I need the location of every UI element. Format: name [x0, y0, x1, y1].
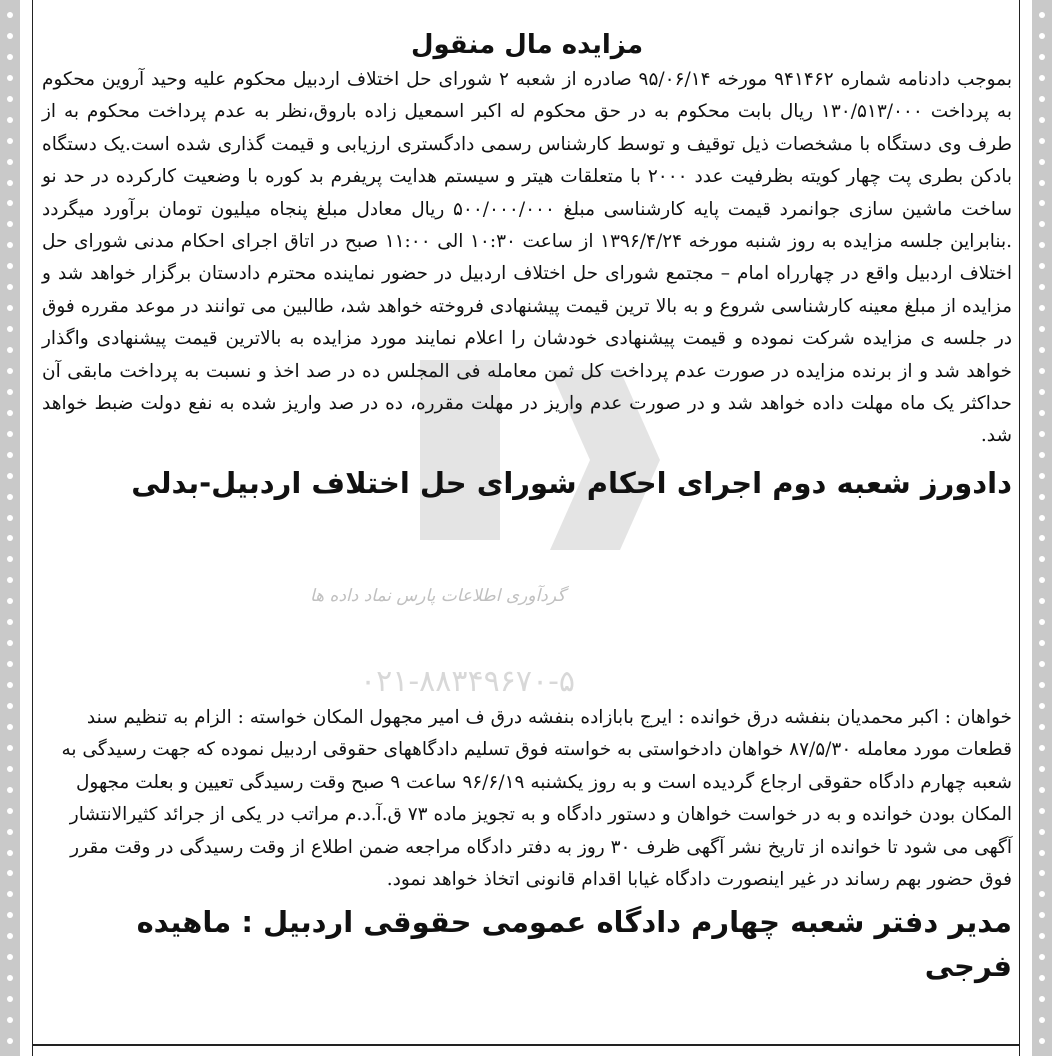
perforation-dot: [1039, 242, 1045, 248]
perforation-dot: [7, 263, 13, 269]
perforation-dot: [1039, 787, 1045, 793]
perforation-dot: [1039, 431, 1045, 437]
perforation-dot: [7, 515, 13, 521]
perforation-dot: [7, 75, 13, 81]
perforation-dot: [1039, 200, 1045, 206]
perforation-dot: [1039, 619, 1045, 625]
perforation-dot: [7, 12, 13, 18]
perforation-dot: [1039, 1038, 1045, 1044]
perforation-dot: [1039, 891, 1045, 897]
perforation-dot: [1039, 933, 1045, 939]
perforation-dot: [1039, 180, 1045, 186]
perforation-dot: [7, 410, 13, 416]
perforation-dot: [1039, 598, 1045, 604]
perforation-dot: [1039, 33, 1045, 39]
perforation-dot: [7, 535, 13, 541]
perforation-dot: [1039, 515, 1045, 521]
perforation-dot: [7, 200, 13, 206]
court-summons-notice: [42, 702, 1012, 988]
perforation-dot: [1039, 703, 1045, 709]
perforation-dot: [1039, 808, 1045, 814]
perforation-dot: [7, 870, 13, 876]
perforation-dot: [7, 284, 13, 290]
perforation-dot: [7, 850, 13, 856]
perforation-dot: [7, 954, 13, 960]
perforation-dot: [1039, 138, 1045, 144]
perforation-dot: [7, 703, 13, 709]
watermark-phone: ۰۲۱-۸۸۳۴۹۶۷۰-۵: [360, 664, 576, 699]
perforation-dot: [7, 431, 13, 437]
perforation-dot: [1039, 745, 1045, 751]
perforation-dot: [1039, 724, 1045, 730]
left-perforated-border: [0, 0, 20, 1056]
perforation-dot: [1039, 996, 1045, 1002]
notice-title: مزایده مال منقول: [410, 30, 644, 60]
perforation-dot: [7, 138, 13, 144]
perforation-dot: [1039, 556, 1045, 562]
perforation-dot: [7, 996, 13, 1002]
auction-signature: دادورز شعبه دوم اجرای احکام شورای حل اختلاف اردبیل-بدلی: [131, 465, 1012, 500]
perforation-dot: [7, 640, 13, 646]
perforation-dot: [1039, 54, 1045, 60]
perforation-dot: [7, 577, 13, 583]
perforation-dot: [7, 389, 13, 395]
perforation-dot: [7, 221, 13, 227]
perforation-dot: [7, 933, 13, 939]
perforation-dot: [1039, 766, 1045, 772]
perforation-dot: [1039, 368, 1045, 374]
perforation-dot: [7, 912, 13, 918]
perforation-dot: [7, 54, 13, 60]
perforation-dot: [1039, 494, 1045, 500]
perforation-dot: [1039, 1017, 1045, 1023]
perforation-dot: [1039, 389, 1045, 395]
perforation-dot: [1039, 263, 1045, 269]
perforation-dot: [1039, 347, 1045, 353]
perforation-dot: [1039, 661, 1045, 667]
perforation-dot: [1039, 452, 1045, 458]
perforation-dot: [1039, 640, 1045, 646]
perforation-dot: [1039, 117, 1045, 123]
perforation-dot: [7, 808, 13, 814]
perforation-dot: [1039, 912, 1045, 918]
perforation-dot: [1039, 829, 1045, 835]
perforation-dot: [1039, 284, 1045, 290]
summons-body: خواهان : اکبر محمدیان بنفشه درق خوانده : ایرج بابازاده بنفشه درق ف امیر مجهول المکان خواسته : الزام به تنظیم سند قطعات مورد معامله ۸۷/۵/۳۰ خواهان دادخواستی به خواسته فوق تسلیم دادگاههای حقوقی اردبیل نموده که جهت رسیدگی به شعبه چهارم دادگاه حقوقی ارجاع گردیده است و به روز یکشنبه ۹۶/۶/۱۹ ساعت ۹ صبح وقت رسیدگی تعیین و بعلت مجهول المکان بودن خوانده و به در خواست خواهان و دستور دادگاه و به تجویز ماده ۷۳ ق.آ.د.م مراتب در یکی از جرائد کثیرالانتشار آگهی می شود تا خوانده از تاریخ نشر آگهی ظرف ۳۰ روز به دفتر دادگاه مراجعه ضمن اطلاع از وقت رسیدگی در وقت مقرر فوق حضور بهم رساند در غیر اینصورت دادگاه غیابا اقدام قانونی اتخاذ خواهد نمود.: [61, 707, 1012, 891]
perforation-dot: [7, 159, 13, 165]
perforation-dot: [7, 745, 13, 751]
auction-notice: [42, 28, 1012, 505]
perforation-dot: [1039, 870, 1045, 876]
perforation-dot: [7, 598, 13, 604]
perforation-dot: [1039, 975, 1045, 981]
perforation-dot: [7, 117, 13, 123]
perforation-dot: [7, 619, 13, 625]
perforation-dot: [7, 787, 13, 793]
perforation-dot: [7, 326, 13, 332]
perforation-dot: [1039, 535, 1045, 541]
perforation-dot: [7, 724, 13, 730]
perforation-dot: [7, 766, 13, 772]
perforation-dot: [7, 682, 13, 688]
perforation-dot: [7, 661, 13, 667]
perforation-dot: [1039, 850, 1045, 856]
perforation-dot: [1039, 326, 1045, 332]
perforation-dot: [1039, 410, 1045, 416]
perforation-dot: [7, 305, 13, 311]
perforation-dot: [7, 347, 13, 353]
summons-signature: مدیر دفتر شعبه چهارم دادگاه عمومی حقوقی اردبیل : ماهیده فرجی: [136, 905, 1012, 984]
perforation-dot: [7, 891, 13, 897]
perforation-dot: [7, 473, 13, 479]
perforation-dot: [1039, 577, 1045, 583]
perforation-dot: [1039, 954, 1045, 960]
perforation-dot: [7, 494, 13, 500]
perforation-dot: [7, 33, 13, 39]
perforation-dot: [1039, 159, 1045, 165]
perforation-dot: [1039, 96, 1045, 102]
perforation-dot: [1039, 221, 1045, 227]
perforation-dot: [7, 368, 13, 374]
perforation-dot: [1039, 682, 1045, 688]
perforation-dot: [1039, 75, 1045, 81]
bottom-divider: [33, 1044, 1019, 1046]
right-perforated-border: [1032, 0, 1052, 1056]
perforation-dot: [7, 96, 13, 102]
perforation-dot: [7, 1017, 13, 1023]
perforation-dot: [7, 180, 13, 186]
perforation-dot: [7, 975, 13, 981]
watermark-text: گردآوری اطلاعات پارس نماد داده ها: [310, 586, 566, 606]
perforation-dot: [7, 452, 13, 458]
perforation-dot: [7, 242, 13, 248]
auction-body: بموجب دادنامه شماره ۹۴۱۴۶۲ مورخه ۹۵/۰۶/۱۴ صادره از شعبه ۲ شورای حل اختلاف اردبیل محکوم علیه وحید آروین محکوم به پرداخت ۱۳۰/۵۱۳/۰۰۰ ریال بابت محکوم به در حق محکوم له اکبر اسمعیل زاده باروق،نظر به عدم پرداخت محکوم به از طرف وی دستگاه با مشخصات ذیل توقیف و توسط کارشناس رسمی دادگستری ارزیابی و قیمت گذاری شده است.یک دستگاه بادکن بطری پت چهار کویته بظرفیت عدد ۲۰۰۰ با متعلقات هیتر و سیستم هدایت پریفرم بد کوره با وضعیت کارکرده در حد نو ساخت ماشین سازی جوانمرد قیمت پایه کارشناسی مبلغ ۵۰۰/۰۰۰/۰۰۰ ریال معادل مبلغ پنجاه میلیون تومان برآورد میگردد .بنابراین جلسه مزایده به روز شنبه مورخه ۱۳۹۶/۴/۲۴ از ساعت ۱۰:۳۰ الی ۱۱:۰۰ صبح در اتاق اجرای احکام مدنی شورای حل اختلاف اردبیل واقع در چهارراه امام – مجتمع شورای حل اختلاف اردبیل در حضور نماینده محترم دادستان برگزار خواهد شد و مزایده از مبلغ معینه کارشناسی شروع و به بالا ترین قیمت پیشنهادی فروخته خواهد شد، طالبین می توانند در موعد مقرره فوق در جلسه ی مزایده شرکت نموده و قیمت پیشنهادی خودشان را اعلام نمایند مورد مزایده به بالاترین قیمت پیشنهادی واگذار خواهد شد و از برنده مزایده در صورت عدم پرداخت کل ثمن معامله فی المجلس ده در صد اخذ و نسبت به پرداخت مابقی آن حداکثر یک ماه مهلت داده خواهد شد و در صورت عدم واریز در مهلت مقرره، ده در صد واریز شده به نفع دولت ضبط خواهد شد.: [42, 69, 1013, 447]
perforation-dot: [7, 829, 13, 835]
perforation-dot: [7, 1038, 13, 1044]
perforation-dot: [1039, 12, 1045, 18]
perforation-dot: [1039, 305, 1045, 311]
perforation-dot: [7, 556, 13, 562]
perforation-dot: [1039, 473, 1045, 479]
